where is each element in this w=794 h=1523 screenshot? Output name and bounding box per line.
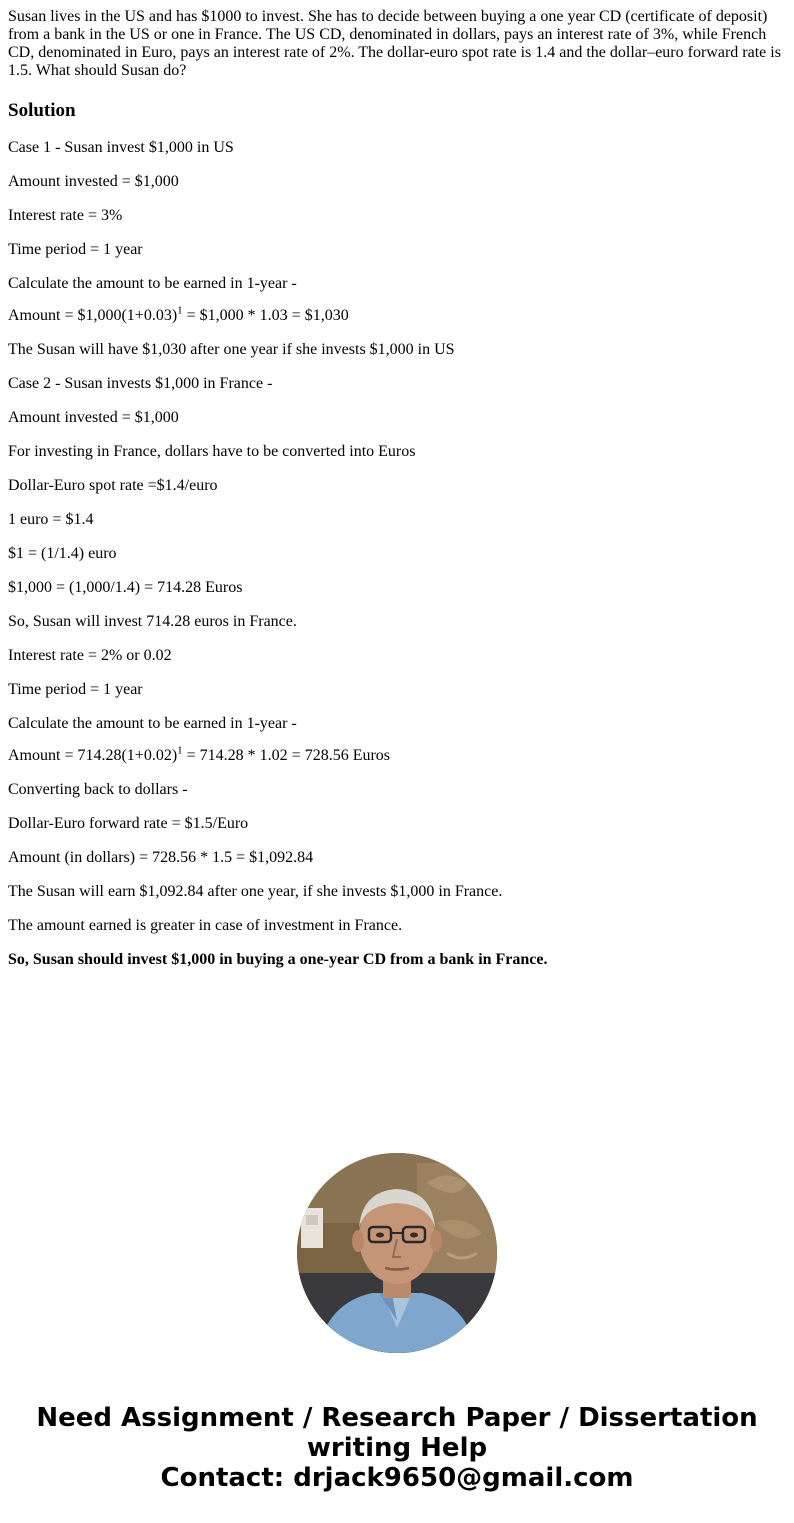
step-amount-dollars: Amount (in dollars) = 728.56 * 1.5 = $1,092.84 xyxy=(8,849,314,866)
step-forward-rate: Dollar-Euro forward rate = $1.5/Euro xyxy=(8,815,249,832)
step-interest-rate-france: Interest rate = 2% or 0.02 xyxy=(8,647,172,664)
step-case2-title: Case 2 - Susan invests $1,000 in France - xyxy=(8,375,273,392)
step-interest-rate-us: Interest rate = 3% xyxy=(8,207,123,224)
step-case1-title: Case 1 - Susan invest $1,000 in US xyxy=(8,139,234,156)
step-time-period-france: Time period = 1 year xyxy=(8,681,143,698)
step-amount-invested-us: Amount invested = $1,000 xyxy=(8,173,179,190)
step-result-france: The Susan will earn $1,092.84 after one year, if she invests $1,000 in France. xyxy=(8,883,503,900)
footer-line-2: writing Help xyxy=(306,1433,488,1463)
step-euro-equals: 1 euro = $1.4 xyxy=(8,511,94,528)
step-invest-euros: So, Susan will invest 714.28 euros in France. xyxy=(8,613,297,630)
step-conversion-note: For investing in France, dollars have to be converted into Euros xyxy=(8,443,416,460)
author-photo-icon xyxy=(297,1153,497,1353)
step-calculate-us: Calculate the amount to be earned in 1-year - xyxy=(8,275,297,292)
step-convert-back: Converting back to dollars - xyxy=(8,781,188,798)
footer-contact: Contact: drjack9650@gmail.com xyxy=(160,1463,634,1493)
step-comparison: The amount earned is greater in case of investment in France. xyxy=(8,917,403,934)
footer-line-1: Need Assignment / Research Paper / Dissertation xyxy=(36,1403,758,1433)
step-calculate-france: Calculate the amount to be earned in 1-year - xyxy=(8,715,297,732)
step-converted-amount: $1,000 = (1,000/1.4) = 714.28 Euros xyxy=(8,579,243,596)
footer-promo xyxy=(0,1403,794,1493)
formula-us-left: Amount = $1,000(1+0.03) xyxy=(8,307,178,324)
step-result-us: The Susan will have $1,030 after one year if she invests $1,000 in US xyxy=(8,341,455,358)
step-spot-rate: Dollar-Euro spot rate =$1.4/euro xyxy=(8,477,218,494)
formula-us-exponent: 1 xyxy=(177,304,183,317)
step-dollar-equals: $1 = (1/1.4) euro xyxy=(8,545,117,562)
author-avatar xyxy=(297,1153,497,1353)
solution-heading: Solution xyxy=(8,100,76,121)
step-conclusion: So, Susan should invest $1,000 in buying a one-year CD from a bank in France. xyxy=(8,951,548,968)
formula-france-right: = 714.28 * 1.02 = 728.56 Euros xyxy=(182,747,391,764)
formula-france-left: Amount = 714.28(1+0.02) xyxy=(8,747,178,764)
formula-us-right: = $1,000 * 1.03 = $1,030 xyxy=(182,307,349,324)
question-text: Susan lives in the US and has $1000 to invest. She has to decide between buying a one year CD (certificate of deposit) from a bank in the US or one in France. The US CD, denominated in dollars, pays an interest rate of 3%, while French CD, denominated in Euro, pays an interest rate of 2%. The dollar-euro spot rate is 1.4 and the dollar–euro forward rate is 1.5. What should Susan do? xyxy=(8,8,781,79)
step-amount-invested-france: Amount invested = $1,000 xyxy=(8,409,179,426)
step-time-period-us: Time period = 1 year xyxy=(8,241,143,258)
formula-france-exponent: 1 xyxy=(177,744,183,757)
step-formula-us xyxy=(8,304,786,325)
step-formula-france xyxy=(8,744,786,765)
